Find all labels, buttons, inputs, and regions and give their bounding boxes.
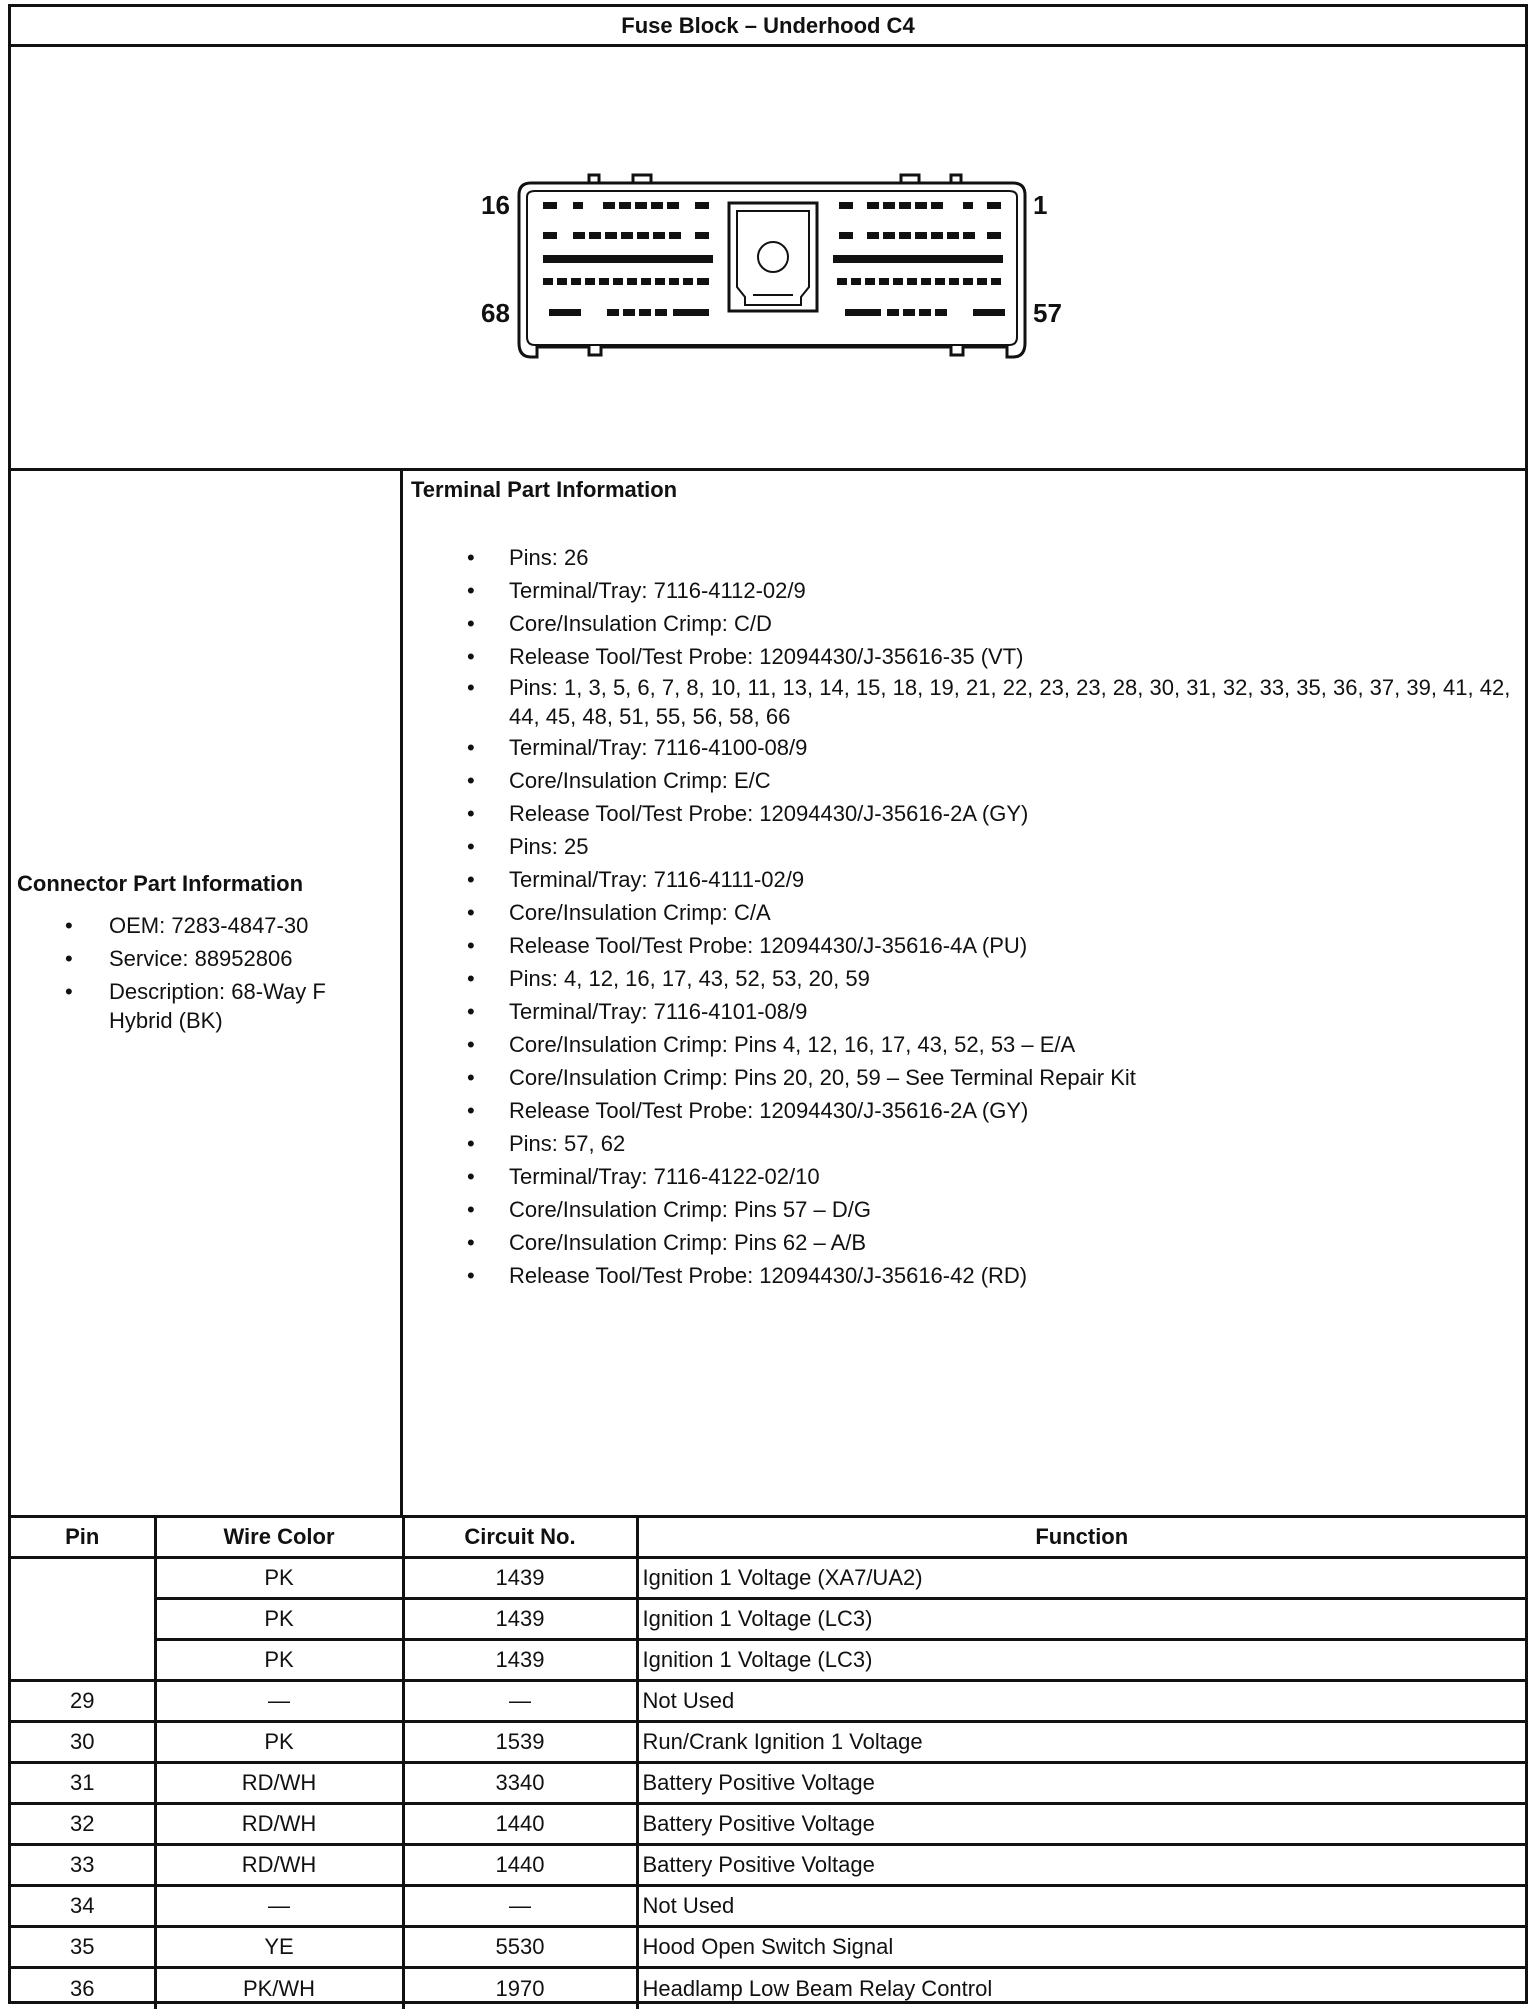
- list-item: • Core/Insulation Crimp: C/A: [453, 896, 1513, 929]
- cell-circuit: 1440: [403, 1804, 637, 1845]
- cell-wire-color: RD/WH: [155, 1763, 403, 1804]
- cell-pin: 29: [11, 1681, 155, 1722]
- cell-circuit: 1970: [403, 1968, 637, 2009]
- list-item: • Pins: 1, 3, 5, 6, 7, 8, 10, 11, 13, 14, 15, 18, 19, 21, 22, 23, 23, 28, 30, 31, 32, 33, 35, 36, 37, 39, 41, 42, 44, 45, 48, 51, 55, 56, 58, 66: [453, 673, 1513, 731]
- terminal-group-1: [453, 541, 1513, 673]
- header-pin: Pin: [11, 1517, 155, 1558]
- table-row: [11, 1640, 1525, 1681]
- cell-pin: [11, 1558, 155, 1599]
- terminal-group-3: [453, 830, 1513, 962]
- cell-circuit: —: [403, 1886, 637, 1927]
- cell-circuit: 1539: [403, 1722, 637, 1763]
- table-header-row: [11, 1517, 1525, 1558]
- table-row: [11, 1968, 1525, 2009]
- table-row: [11, 1886, 1525, 1927]
- connector-list: [51, 911, 371, 1035]
- pin-label-1: 1: [1033, 190, 1048, 220]
- pin-label-57: 57: [1033, 298, 1062, 328]
- cell-circuit: 3340: [403, 1763, 637, 1804]
- cell-wire-color: PK: [155, 1558, 403, 1599]
- list-item: • Core/Insulation Crimp: C/D: [453, 607, 1513, 640]
- cell-circuit: 1439: [403, 1558, 637, 1599]
- cell-wire-color: —: [155, 1681, 403, 1722]
- cell-function: Ignition 1 Voltage (LC3): [637, 1640, 1525, 1681]
- terminal-group-5: [453, 1127, 1513, 1292]
- header-circuit-no: Circuit No.: [403, 1517, 637, 1558]
- cell-function: Not Used: [637, 1886, 1525, 1927]
- list-item: • Pins: 25: [453, 830, 1513, 863]
- table-row: [11, 1927, 1525, 1968]
- list-item: • Pins: 57, 62: [453, 1127, 1513, 1160]
- table-row: [11, 1763, 1525, 1804]
- cell-function: Battery Positive Voltage: [637, 1845, 1525, 1886]
- list-item: • Terminal/Tray: 7116-4101-08/9: [453, 995, 1513, 1028]
- page-title: Fuse Block – Underhood C4: [11, 7, 1525, 47]
- cell-wire-color: PK: [155, 1722, 403, 1763]
- cell-function: Battery Positive Voltage: [637, 1763, 1525, 1804]
- cell-pin: 34: [11, 1886, 155, 1927]
- cell-pin: 35: [11, 1927, 155, 1968]
- cell-circuit: —: [403, 1681, 637, 1722]
- terminal-group-4: [453, 962, 1513, 1127]
- header-function: Function: [637, 1517, 1525, 1558]
- part-information: [11, 471, 1525, 1515]
- cell-pin: 30: [11, 1722, 155, 1763]
- list-item: • Core/Insulation Crimp: Pins 20, 20, 59 – See Terminal Repair Kit: [453, 1061, 1513, 1094]
- cell-pin: [11, 1599, 155, 1640]
- pin-label-16: 16: [481, 190, 510, 220]
- list-item: • Core/Insulation Crimp: Pins 4, 12, 16, 17, 43, 52, 53 – E/A: [453, 1028, 1513, 1061]
- connector-part-info: [11, 471, 403, 1515]
- list-item: • Release Tool/Test Probe: 12094430/J-35616-35 (VT): [453, 640, 1513, 673]
- cell-function: Ignition 1 Voltage (LC3): [637, 1599, 1525, 1640]
- cell-wire-color: RD/WH: [155, 1804, 403, 1845]
- list-item: • Terminal/Tray: 7116-4111-02/9: [453, 863, 1513, 896]
- terminal-heading: Terminal Part Information: [411, 477, 678, 502]
- cell-function: Battery Positive Voltage: [637, 1804, 1525, 1845]
- cell-pin: 31: [11, 1763, 155, 1804]
- list-item: • Terminal/Tray: 7116-4122-02/10: [453, 1160, 1513, 1193]
- cell-function: Not Used: [637, 1681, 1525, 1722]
- table-row: [11, 1599, 1525, 1640]
- cell-wire-color: PK: [155, 1599, 403, 1640]
- list-item: • Pins: 26: [453, 541, 1513, 574]
- list-item: • Pins: 4, 12, 16, 17, 43, 52, 53, 20, 59: [453, 962, 1513, 995]
- cell-function: Ignition 1 Voltage (XA7/UA2): [637, 1558, 1525, 1599]
- table-row: [11, 1845, 1525, 1886]
- cell-function: Hood Open Switch Signal: [637, 1927, 1525, 1968]
- cell-circuit: 1440: [403, 1845, 637, 1886]
- list-item: • Core/Insulation Crimp: E/C: [453, 764, 1513, 797]
- cell-wire-color: —: [155, 1886, 403, 1927]
- terminal-group-2: [453, 673, 1513, 830]
- list-item: • Release Tool/Test Probe: 12094430/J-35616-4A (PU): [453, 929, 1513, 962]
- table-row: [11, 1558, 1525, 1599]
- connector-diagram: [11, 47, 1525, 471]
- connector-face-drawing: [11, 47, 1525, 468]
- cell-wire-color: PK: [155, 1640, 403, 1681]
- cell-circuit: 5530: [403, 1927, 637, 1968]
- cell-wire-color: RD/WH: [155, 1845, 403, 1886]
- list-item: • OEM: 7283-4847-30: [51, 911, 371, 940]
- cell-pin: 33: [11, 1845, 155, 1886]
- cell-wire-color: PK/WH: [155, 1968, 403, 2009]
- header-wire-color: Wire Color: [155, 1517, 403, 1558]
- pinout-table: [11, 1515, 1525, 2009]
- cell-function: Run/Crank Ignition 1 Voltage: [637, 1722, 1525, 1763]
- table-row: [11, 1804, 1525, 1845]
- list-item: • Core/Insulation Crimp: Pins 57 – D/G: [453, 1193, 1513, 1226]
- cell-wire-color: YE: [155, 1927, 403, 1968]
- cell-function: Headlamp Low Beam Relay Control: [637, 1968, 1525, 2009]
- table-row: [11, 1681, 1525, 1722]
- cell-pin: 36: [11, 1968, 155, 2009]
- connector-heading: Connector Part Information: [17, 871, 304, 896]
- cell-circuit: 1439: [403, 1599, 637, 1640]
- connector-sheet: [8, 4, 1528, 2004]
- list-item: • Description: 68-Way F Hybrid (BK): [51, 977, 371, 1035]
- cell-circuit: 1439: [403, 1640, 637, 1681]
- terminal-part-info: [403, 471, 1525, 1515]
- pinout-table-wrap: [11, 1515, 1525, 2009]
- cell-pin: [11, 1640, 155, 1681]
- pin-label-68: 68: [481, 298, 510, 328]
- list-item: • Core/Insulation Crimp: Pins 62 – A/B: [453, 1226, 1513, 1259]
- list-item: • Release Tool/Test Probe: 12094430/J-35616-2A (GY): [453, 1094, 1513, 1127]
- list-item: • Release Tool/Test Probe: 12094430/J-35616-42 (RD): [453, 1259, 1513, 1292]
- list-item: • Terminal/Tray: 7116-4112-02/9: [453, 574, 1513, 607]
- cell-pin: 32: [11, 1804, 155, 1845]
- list-item: • Service: 88952806: [51, 944, 371, 973]
- list-item: • Terminal/Tray: 7116-4100-08/9: [453, 731, 1513, 764]
- list-item: • Release Tool/Test Probe: 12094430/J-35616-2A (GY): [453, 797, 1513, 830]
- table-row: [11, 1722, 1525, 1763]
